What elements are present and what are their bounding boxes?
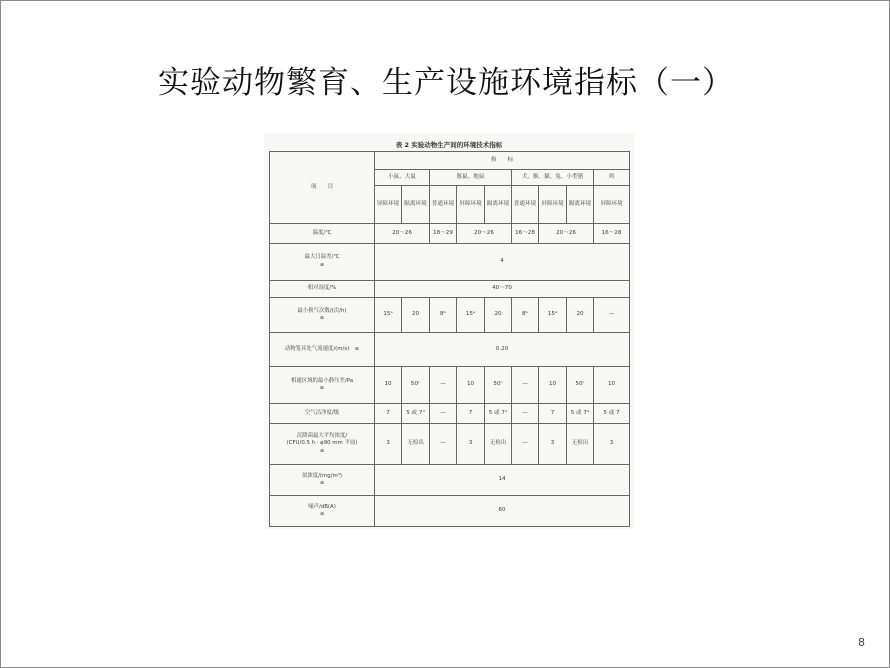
row-label: 温度/℃ [270, 224, 375, 244]
table-cell: 20 [485, 298, 512, 333]
table-cell: 7 [457, 404, 485, 424]
row-label [270, 367, 375, 404]
table-cell: 14 [375, 465, 630, 496]
table-row [270, 496, 630, 527]
table-cell: — [430, 404, 457, 424]
group-header: 鸡 [594, 170, 630, 186]
environment-spec-table [269, 151, 630, 527]
table-cell: — [594, 298, 630, 333]
row-label-line: ≤ [319, 511, 325, 517]
table-cell: 5 或 7ᵈ [402, 404, 430, 424]
table-cell: 10 [539, 367, 567, 404]
table-row [270, 333, 630, 367]
table-cell: 无检出 [567, 423, 594, 464]
row-label: 相对湿度/% [270, 280, 375, 298]
env-subheader: 屏障环境 [457, 186, 485, 224]
table-cell: 16～28 [512, 224, 539, 244]
table-cell: 20 [402, 298, 430, 333]
table-row [270, 423, 630, 464]
table-row [270, 243, 630, 280]
row-label-line: 噪声/dB(A) [308, 503, 336, 510]
table-cell: 10 [375, 367, 402, 404]
table-cell: 15ᵃ [375, 298, 402, 333]
row-label-line: ≥ [319, 385, 325, 392]
table-cell: 8ᵇ [430, 298, 457, 333]
table-cell: 10 [594, 367, 630, 404]
table-cell: 18～29 [430, 224, 457, 244]
table-cell: 3 [457, 423, 485, 464]
table-cell: 16～28 [594, 224, 630, 244]
group-header: 豚鼠、地鼠 [430, 170, 512, 186]
slide-title: 实验动物繁育、生产设施环境指标（一） [158, 65, 734, 101]
table-cell: — [512, 367, 539, 404]
row-label [270, 465, 375, 496]
page-number: 8 [858, 636, 865, 649]
row-label-line: ≥ [319, 315, 325, 322]
row-label-line: ≤ [319, 447, 325, 454]
row-label: 动物笼具处气流速度/(m/s) ≤ [270, 333, 375, 367]
table-cell: — [430, 367, 457, 404]
env-subheader: 隔离环境 [402, 186, 430, 224]
table-cell: 50ᶜ [567, 367, 594, 404]
table-cell: 7 [539, 404, 567, 424]
row-label-line: ≤ [319, 480, 325, 487]
table-cell: — [430, 423, 457, 464]
table-cell: 3 [375, 423, 402, 464]
table-cell: 4 [375, 243, 630, 280]
table-cell: 20～26 [539, 224, 594, 244]
table-cell: 10 [457, 367, 485, 404]
row-label [270, 243, 375, 280]
env-subheader: 普通环境 [512, 186, 539, 224]
table-cell: 20～26 [375, 224, 430, 244]
table-cell: 15ᵃ [539, 298, 567, 333]
header-item: 项 目 [270, 152, 375, 224]
row-label: 空气洁净度/级 [270, 404, 375, 424]
table-cell: 5 或 7ᵈ [567, 404, 594, 424]
row-label-line: 相通区域的最小静压差/Pa [290, 377, 354, 384]
table-scan-image [264, 133, 634, 529]
env-subheader: 隔离环境 [567, 186, 594, 224]
row-label [270, 298, 375, 333]
table-row [270, 224, 630, 244]
table-cell: 3 [594, 423, 630, 464]
table-cell: 无检出 [485, 423, 512, 464]
row-label-line: 最大日温差/℃ [304, 254, 340, 261]
env-subheader: 隔离环境 [485, 186, 512, 224]
row-label [270, 423, 375, 464]
table-caption: 表 2 实验动物生产间的环境技术指标 [395, 141, 503, 149]
env-subheader: 普通环境 [430, 186, 457, 224]
table-cell: — [512, 404, 539, 424]
table-row [270, 298, 630, 333]
env-subheader: 屏障环境 [594, 186, 630, 224]
table-cell: 3 [539, 423, 567, 464]
env-subheader: 屏障环境 [539, 186, 567, 224]
table-cell: 7 [375, 404, 402, 424]
row-label-line: 沉降菌最大平均浓度/ [296, 433, 348, 440]
table-row [270, 280, 630, 298]
table-cell: 0.20 [375, 333, 630, 367]
table-cell: — [512, 423, 539, 464]
row-label-line: ≤ [319, 261, 325, 268]
table-cell: 60 [375, 496, 630, 527]
env-subheader: 屏障环境 [375, 186, 402, 224]
table-row [270, 404, 630, 424]
table-row [270, 367, 630, 404]
row-label-line: 最小换气次数/(次/h) [297, 307, 347, 314]
row-label [270, 496, 375, 527]
row-label-line: (CFU/0.5 h · φ90 mm 平皿) [286, 440, 358, 447]
table-cell: 40～70 [375, 280, 630, 298]
table-cell: 20～26 [457, 224, 512, 244]
row-label-line: 氨浓度/(mg/m³) [301, 472, 343, 479]
table-cell: 50ᶜ [485, 367, 512, 404]
table-cell: 5 或 7ᵈ [485, 404, 512, 424]
table-cell: 5 或 7 [594, 404, 630, 424]
group-header: 小鼠、大鼠 [375, 170, 430, 186]
table-cell: 无检出 [402, 423, 430, 464]
table-cell: 15ᵃ [457, 298, 485, 333]
table-row [270, 465, 630, 496]
table-cell: 8ᵇ [512, 298, 539, 333]
table-cell: 50ᶜ [402, 367, 430, 404]
header-indicator: 指 标 [375, 152, 630, 170]
table-cell: 20 [567, 298, 594, 333]
group-header: 犬、猴、猫、兔、小型猪 [512, 170, 594, 186]
